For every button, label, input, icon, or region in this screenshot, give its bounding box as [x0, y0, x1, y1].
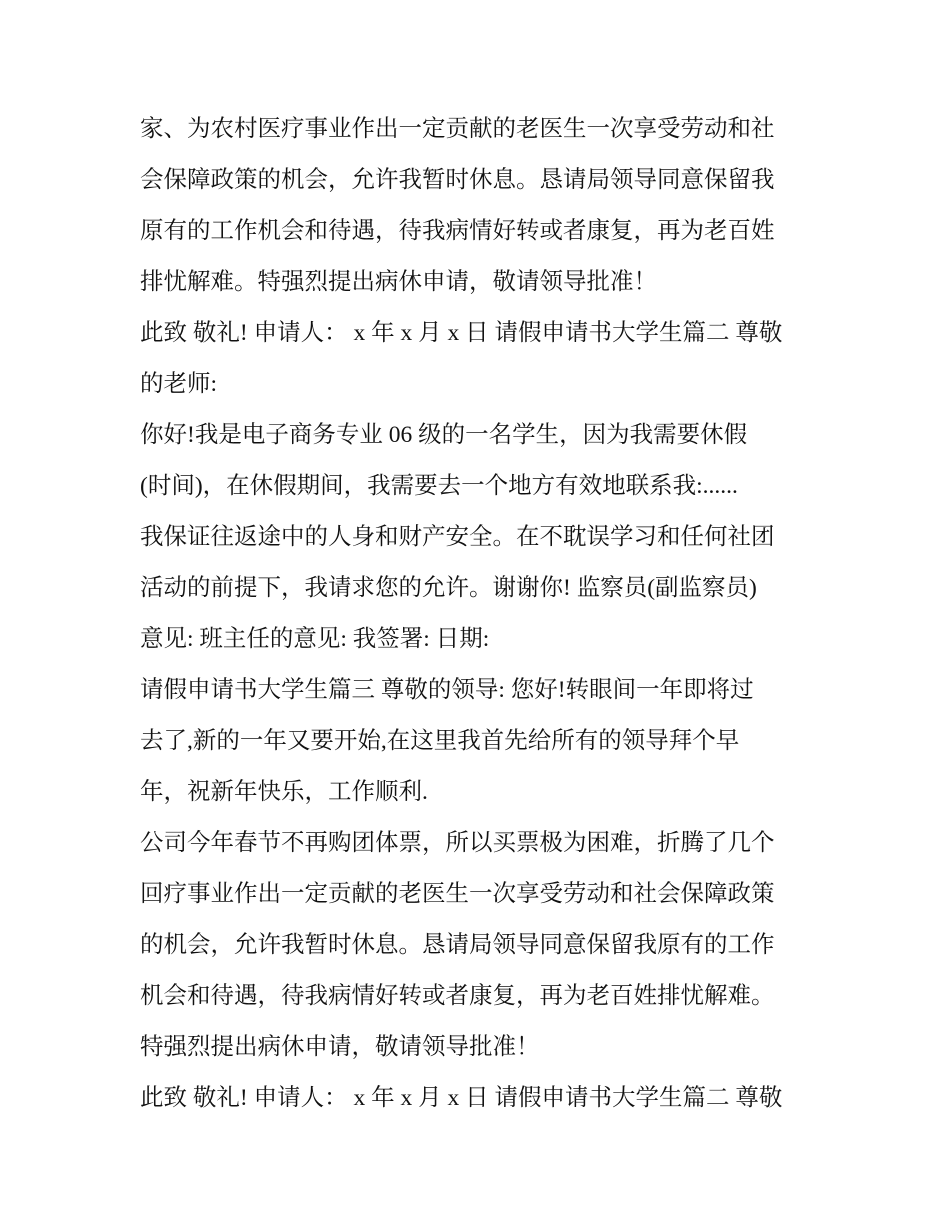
text-line: 此致 敬礼! 申请人： x 年 x 月 x 日 请假申请书大学生篇二 尊敬 [140, 320, 783, 346]
text-line: 特强烈提出病休申请，敬请领导批准！ [140, 1034, 540, 1060]
text-line: 你好!我是电子商务专业 06 级的一名学生，因为我需要休假 [140, 422, 748, 448]
text-line: 会保障政策的机会，允许我暂时休息。恳请局领导同意保留我 [140, 167, 775, 193]
text-line: 此致 敬礼! 申请人： x 年 x 月 x 日 请假申请书大学生篇二 尊敬 [140, 1085, 783, 1111]
text-line: 公司今年春节不再购团体票，所以买票极为困难，折腾了几个 [140, 830, 775, 856]
text-line: 我保证往返途中的人身和财产安全。在不耽误学习和任何社团 [140, 524, 775, 550]
text-line: 原有的工作机会和待遇，待我病情好转或者康复，再为老百姓 [140, 218, 775, 244]
text-line: (时间)，在休假期间，我需要去一个地方有效地联系我:...... [140, 473, 738, 499]
text-line: 年，祝新年快乐，工作顺利. [140, 779, 428, 805]
text-line: 去了,新的一年又要开始,在这里我首先给所有的领导拜个早 [140, 728, 740, 754]
text-line: 意见: 班主任的意见: 我签署: 日期: [140, 626, 490, 652]
text-line: 的老师: [140, 371, 218, 397]
text-line: 回疗事业作出一定贡献的老医生一次享受劳动和社会保障政策 [140, 881, 775, 907]
text-line: 请假申请书大学生篇三 尊敬的领导: 您好!转眼间一年即将过 [140, 677, 754, 703]
text-line: 活动的前提下，我请求您的允许。谢谢你! 监察员(副监察员) [140, 575, 757, 601]
text-line: 的机会，允许我暂时休息。恳请局领导同意保留我原有的工作 [140, 932, 775, 958]
text-line: 机会和待遇，待我病情好转或者康复，再为老百姓排忧解难。 [140, 983, 775, 1009]
text-line: 排忧解难。特强烈提出病休申请，敬请领导批准！ [140, 269, 657, 295]
text-line: 家、为农村医疗事业作出一定贡献的老医生一次享受劳动和社 [140, 116, 775, 142]
